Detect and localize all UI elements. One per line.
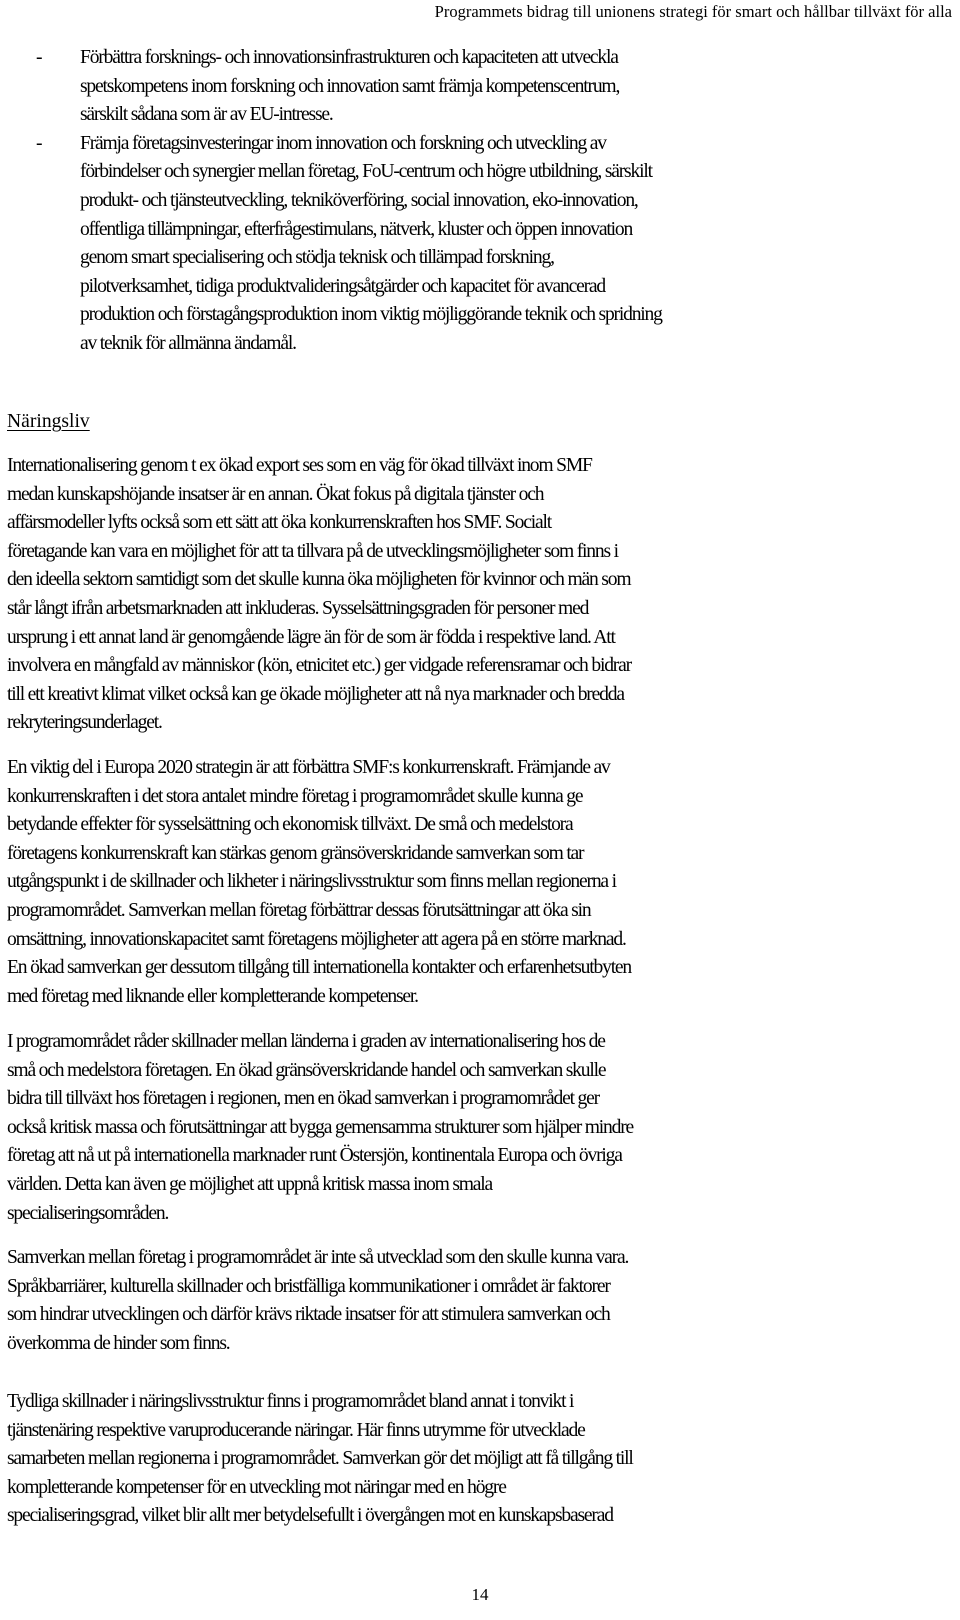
text-line: Tydliga skillnader i näringslivsstruktur finns i programområdet bland annat i tonvikt i [7,1391,574,1412]
text-line: samarbeten mellan regionerna i programområdet. Samverkan gör det möjligt att få tillgång till [7,1448,633,1470]
text-line: involvera en mångfald av människor (kön, etnicitet etc.) ger vidgade referensramar och bidrar [7,655,631,677]
text-line: konkurrenskraften i det stora antalet mindre företag i programområdet skulle kunna ge [7,785,583,807]
text-line: särskilt sådana som är av EU-intresse. [80,104,333,126]
text-line: programområdet. Samverkan mellan företag förbättrar dessas förutsättningar att öka sin [7,899,591,921]
text-line: betydande effekter för sysselsättning och ekonomisk tillväxt. De små och medelstora [7,814,573,836]
text-line: specialiseringsområden. [7,1202,169,1224]
text-line: En ökad samverkan ger dessutom tillgång till internationella kontakter och erfarenhetsutbyten [7,957,632,979]
bullet-marker: - [36,47,43,68]
page-number: 14 [471,1585,489,1604]
text-line: tjänstenäring respektive varuproducerande näringar. Här finns utrymme för utvecklade [7,1419,585,1441]
bullet-marker: - [36,132,43,154]
text-line: produktion och förstagångsproduktion inom viktig möjliggörande teknik och spridning [80,304,662,326]
text-line: specialiseringsgrad, vilket blir allt mer betydelsefullt i övergången mot en kunskapsbaserad [7,1505,613,1527]
text-line: pilotverksamhet, tidiga produktvalideringsåtgärder och kapacitet för avancerad [80,275,605,297]
section-heading: Näringsliv [7,411,90,432]
text-line: utgångspunkt i de skillnader och likheter i näringslivsstruktur som finns mellan regionerna i [7,871,616,893]
text-line: ursprung i ett annat land är genomgående lägre än för de som är födda i respektive land. Att [7,626,615,648]
text-line: kompletterande kompetenser för en utveckling mot näringar med en högre [7,1476,506,1498]
text-line: affärsmodeller lyfts också som ett sätt att öka konkurrenskraften hos SMF. Socialt [7,512,551,534]
bullet-item [0,130,960,359]
text-line: produkt- och tjänsteutveckling, tekniköverföring, social innovation, eko-innovation, [80,189,638,211]
text-line: Språkbarriärer, kulturella skillnader och bristfälliga kommunikationer i området är faktorer [7,1275,610,1297]
text-line: företagens konkurrenskraft kan stärkas genom gränsöverskridande samverkan som tar [7,842,584,864]
text-line: En viktig del i Europa 2020 strategin är att förbättra SMF:s konkurrenskraft. Främjande av [7,757,610,778]
text-line: företagande kan vara en möjlighet för att ta tillvara på de utvecklingsmöjligheter som finns i [7,540,618,562]
text-line: Samverkan mellan företag i programområdet är inte så utvecklad som den skulle kunna vara. [7,1247,629,1268]
text-line: Internationalisering genom t ex ökad export ses som en väg för ökad tillväxt inom SMF [7,455,592,476]
text-line: omsättning, innovationskapacitet samt företagens möjligheter att agera på en större marknad. [7,928,626,950]
text-line: bidra till tillväxt hos företagen i regionen, men en ökad samverkan i programområdet ger [7,1088,599,1110]
text-line: medan kunskapshöjande insatser är en annan. Ökat fokus på digitala tjänster och [7,483,544,505]
text-line: står långt ifrån arbetsmarknaden att inkluderas. Sysselsättningsgraden för personer med [7,597,589,619]
text-line: förbindelser och synergier mellan företag, FoU-centrum och högre utbildning, särskilt [80,161,652,183]
text-line: Främja företagsinvesteringar inom innovation och forskning och utveckling av [80,132,606,154]
text-line: genom smart specialisering och stödja teknisk och tillämpad forskning, [80,247,554,269]
text-line: offentliga tillämpningar, efterfrågestimulans, nätverk, kluster och öppen innovation [80,218,633,240]
text-line: Förbättra forsknings- och innovationsinfrastrukturen och kapaciteten att utveckla [80,47,618,68]
paragraph [7,754,957,1011]
text-line: världen. Detta kan även ge möjlighet att uppnå kritisk massa inom smala [7,1173,493,1195]
paragraph [7,452,957,738]
running-header: Programmets bidrag till unionens strategi för smart och hållbar tillväxt för alla [434,2,952,21]
text-line: som hindrar utvecklingen och därför krävs riktade insatser för att stimulera samverkan och [7,1304,610,1326]
paragraph [7,1244,957,1358]
text-line: med företag med liknande eller kompletterande kompetenser. [7,985,418,1007]
text-line: till ett kreativt klimat vilket också kan ge ökade möjligheter att nå nya marknader och bredda [7,683,624,705]
text-line: överkomma de hinder som finns. [7,1332,230,1354]
text-line: rekryteringsunderlaget. [7,712,162,734]
bullet-list [0,44,960,359]
text-line: små och medelstora företagen. En ökad gränsöverskridande handel och samverkan skulle [7,1059,606,1081]
text-line: företag att nå ut på internationella marknader runt Östersjön, kontinentala Europa och övriga [7,1145,622,1167]
text-line: I programområdet råder skillnader mellan länderna i graden av internationalisering hos de [7,1031,605,1052]
text-line: den ideella sektorn samtidigt som det skulle kunna öka möjligheten för kvinnor och män som [7,569,631,591]
paragraph [7,1028,957,1228]
bullet-item [0,44,960,130]
text-line: av teknik för allmänna ändamål. [80,332,296,354]
text-line: också kritisk massa och förutsättningar att bygga gemensamma strukturer som hjälper mindre [7,1116,634,1138]
paragraph [7,1388,957,1531]
text-line: spetskompetens inom forskning och innovation samt främja kompetenscentrum, [80,75,620,97]
